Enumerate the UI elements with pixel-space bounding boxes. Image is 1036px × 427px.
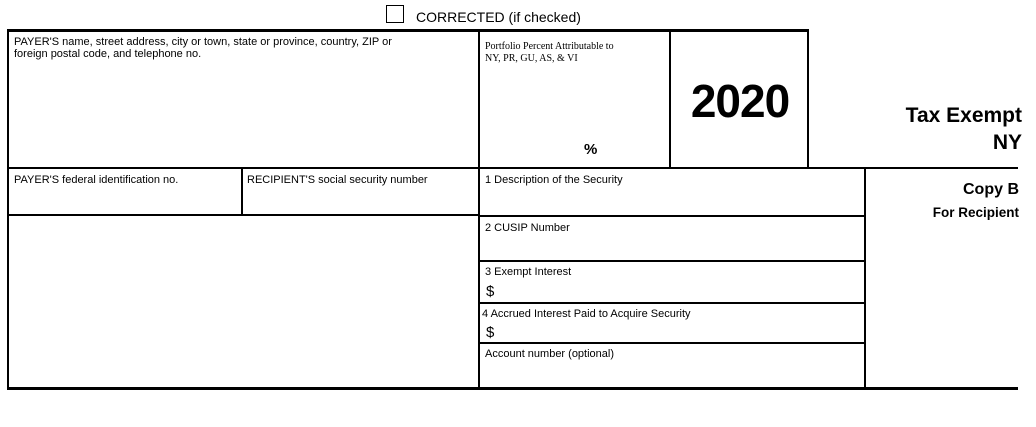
copy-box-left-border — [864, 167, 866, 390]
payer-info-label-cont: foreign postal code, and telephone no. — [14, 48, 202, 60]
box2-cusip-field[interactable] — [481, 236, 863, 259]
recipient-ssn-field[interactable] — [244, 188, 477, 213]
portfolio-percent-label: Portfolio Percent Attributable to — [485, 41, 614, 52]
payer-info-label: PAYER'S name, street address, city or town, state or province, country, ZIP or — [14, 36, 392, 48]
form-bottom-border — [7, 387, 1018, 390]
portfolio-percent-field[interactable] — [481, 70, 581, 160]
percent-symbol: % — [584, 141, 598, 158]
corrected-checkbox[interactable] — [386, 5, 404, 23]
form-title: Tax Exempt — [905, 104, 1022, 127]
box1-divider — [478, 215, 866, 217]
recipient-ssn-label: RECIPIENT'S social security number — [247, 174, 428, 186]
box4-accrued-interest-label: 4 Accrued Interest Paid to Acquire Security — [482, 308, 691, 320]
box1-description-label: 1 Description of the Security — [485, 174, 623, 186]
box2-cusip-label: 2 CUSIP Number — [485, 222, 570, 234]
id-row-separator — [241, 167, 243, 216]
id-row-divider — [7, 214, 480, 216]
box4-accrued-interest-field[interactable] — [500, 322, 863, 341]
payer-federal-id-field[interactable] — [10, 188, 239, 213]
box1-description-field[interactable] — [481, 188, 863, 214]
form-top-border — [7, 29, 809, 32]
box4-dollar-sign: $ — [486, 324, 495, 341]
box3-exempt-interest-label: 3 Exempt Interest — [485, 266, 572, 278]
copy-recipient-label: For Recipient — [932, 205, 1019, 220]
portfolio-percent-label-cont: NY, PR, GU, AS, & VI — [485, 53, 578, 64]
form-title-state: NY — [992, 131, 1022, 154]
form-left-border — [7, 29, 9, 390]
tax-year: 2020 — [690, 75, 790, 127]
payer-box-right-border — [478, 29, 480, 390]
box2-divider — [478, 260, 866, 262]
account-number-label: Account number (optional) — [485, 348, 615, 360]
account-number-field[interactable] — [481, 362, 863, 386]
copy-label: Copy B — [963, 181, 1019, 198]
payer-info-field[interactable] — [10, 62, 476, 165]
box3-exempt-interest-field[interactable] — [500, 281, 863, 301]
payer-federal-id-label: PAYER'S federal identification no. — [14, 174, 179, 186]
corrected-label: CORRECTED (if checked) — [416, 9, 581, 25]
box4-divider — [478, 342, 866, 344]
box3-divider — [478, 302, 866, 304]
box3-dollar-sign: $ — [486, 283, 495, 300]
top-row-divider — [7, 167, 1018, 169]
portfolio-box-right-border — [669, 29, 671, 169]
